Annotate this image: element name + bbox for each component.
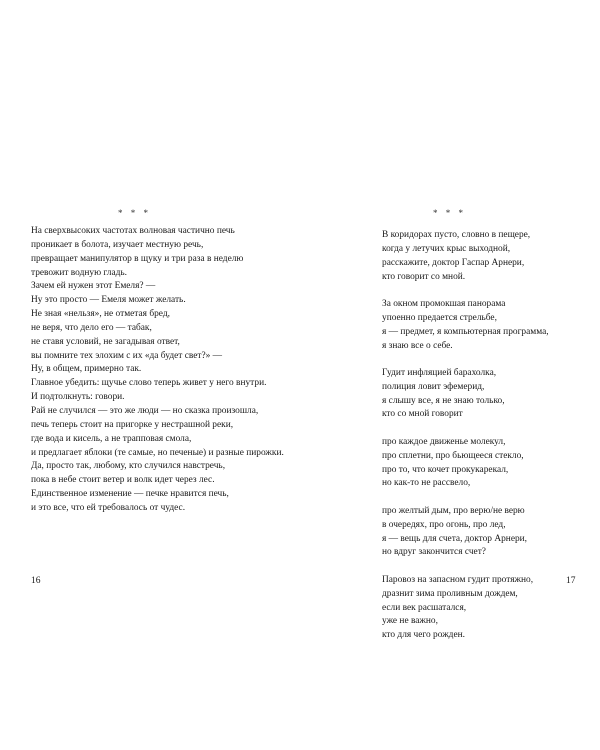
poem-text	[31, 225, 284, 516]
poem-line: я знаю все о себе.	[382, 340, 453, 351]
poem-line: но вдруг закончится счет?	[382, 547, 486, 558]
poem-line: пока в небе стоит ветер и волк идет через лес.	[31, 475, 215, 486]
poem-line: кто говорит со мной.	[382, 271, 466, 282]
poem-line: Единственное изменение — печке нравится печь,	[31, 489, 229, 500]
poem-line: и это все, что ей требовалось от чудес.	[31, 502, 186, 513]
poem-line: Рай не случился — это же люди — но сказка произошла,	[31, 405, 259, 416]
poem-line: вы помните тех элохим с их «да будет свет?» —	[31, 350, 223, 361]
poem-line: про каждое движенье молекул,	[382, 436, 506, 447]
poem-line: кто для чего рожден.	[382, 630, 465, 641]
poem-line: и предлагает яблоки (те самые, но печеные) и разные пирожки.	[31, 447, 284, 458]
poem-line: кто со мной говорит	[382, 409, 463, 420]
poem-line: превращает манипулятор в щуку и три раза в неделю	[31, 253, 244, 264]
poem-line: не веря, что дело его — табак,	[31, 322, 152, 333]
poem-line: Главное убедить: щучье слово теперь живет у него внутри.	[31, 378, 267, 389]
poem-line: Паровоз на запасном гудит протяжно,	[382, 574, 534, 585]
poem-line: дразнит зима проливным дождем,	[382, 588, 518, 599]
poem-line: если век расшатался,	[382, 602, 467, 613]
poem-line: где вода и кисель, а не трапповая смола,	[31, 433, 192, 444]
poem-line: проникает в болота, изучает местную речь,	[31, 239, 204, 250]
poem-line: полиция ловит эфемерид,	[382, 381, 485, 392]
stanza	[382, 505, 549, 560]
stanza	[382, 436, 549, 491]
poem-line: но как-то не рассвело,	[382, 478, 471, 489]
poem-line: И подтолкнуть: говори.	[31, 392, 125, 403]
poem-line: не ставя условий, не загадывая ответ,	[31, 336, 180, 347]
poem-line: печь теперь стоит на пригорке у нестрашной реки,	[31, 419, 234, 430]
stanza	[382, 229, 549, 284]
page-number: 17	[566, 576, 576, 586]
poem-line: про желтый дым, про верю/не верю	[382, 505, 525, 516]
poem-text	[382, 229, 549, 657]
poem-line: я — предмет, я компьютерная программа,	[382, 326, 549, 337]
right-page	[300, 0, 600, 750]
poem-line: в очередях, про огонь, про лед,	[382, 519, 506, 530]
poem-line: В коридорах пусто, словно в пещере,	[382, 230, 531, 240]
stanza	[382, 574, 549, 643]
poem-line: Да, просто так, любому, кто случился навстречь,	[31, 461, 226, 472]
poem-line: Ну, в общем, примерно так.	[31, 364, 142, 375]
stanza	[382, 298, 549, 353]
poem-line: Ну это просто — Емеля может желать.	[31, 295, 186, 306]
poem-line: За окном промокшая панорама	[382, 298, 506, 309]
poem-line: Гудит инфляцией барахолка,	[382, 367, 497, 378]
poem-line: Зачем ей нужен этот Емеля? —	[31, 281, 156, 292]
page-number: 16	[31, 576, 41, 586]
poem-line: расскажите, доктор Гаспар Арнери,	[382, 257, 525, 268]
poem-line: я слышу все, я не знаю только,	[382, 395, 505, 406]
poem-line: Не зная «нельзя», не отметая бред,	[31, 309, 170, 320]
poem-line: упоенно предается стрельбе,	[382, 312, 497, 323]
poem-line: про то, что кочет прокукарекал,	[382, 464, 509, 475]
poem-line: когда у летучих крыс выходной,	[382, 243, 511, 254]
poem-line: На сверхвысоких частотах волновая частично печь	[31, 226, 235, 236]
section-separator: * * *	[118, 208, 151, 218]
section-separator: * * *	[433, 208, 466, 218]
poem-line: я — вещь для счета, доктор Арнери,	[382, 533, 528, 544]
poem-line: уже не важно,	[382, 616, 438, 627]
poem-line: тревожит водную гладь.	[31, 267, 128, 278]
poem-line: про сплетни, про бьющееся стекло,	[382, 450, 524, 461]
stanza	[382, 367, 549, 422]
